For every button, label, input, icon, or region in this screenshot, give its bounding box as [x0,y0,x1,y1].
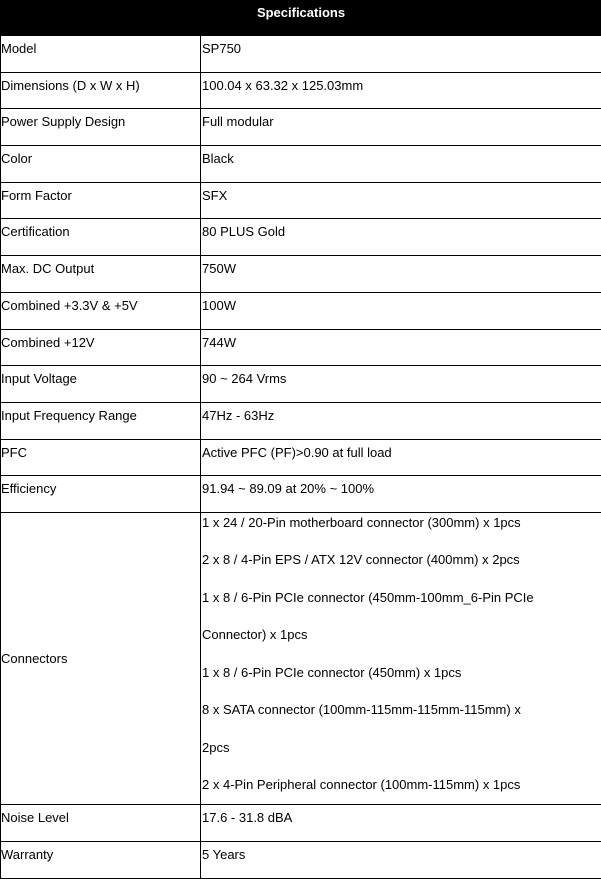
table-row [1,72,601,109]
connector-line: Connector) x 1pcs [202,627,308,643]
row-label: Input Voltage [1,366,201,403]
table-row [1,805,601,842]
row-value: 750W [201,256,601,293]
table-header: Specifications [1,1,601,36]
row-label: Form Factor [1,182,201,219]
row-label: Efficiency [1,476,201,513]
connector-line: 1 x 8 / 6-Pin PCIe connector (450mm-100mm_6-Pin PCIe [202,589,534,605]
connector-line: 2pcs [202,739,230,755]
table-row [1,182,601,219]
row-value: SFX [201,182,601,219]
row-value: 80 PLUS Gold [201,219,601,256]
row-label: Dimensions (D x W x H) [1,72,201,109]
table-header-row [1,1,601,36]
connector-line: 2 x 8 / 4-Pin EPS / ATX 12V connector (400mm) x 2pcs [202,552,520,568]
table-row [1,109,601,146]
table-row [1,146,601,183]
connector-line: 8 x SATA connector (100mm-115mm-115mm-115mm) x [202,702,521,718]
table-row [1,842,601,879]
table-row-connectors [1,512,601,805]
row-value: Black [201,146,601,183]
row-label: Max. DC Output [1,256,201,293]
row-label: Input Frequency Range [1,402,201,439]
row-label: Model [1,36,201,73]
row-label: Color [1,146,201,183]
table-row [1,402,601,439]
row-value: 47Hz - 63Hz [201,402,601,439]
row-label: PFC [1,439,201,476]
table-row [1,219,601,256]
table-row [1,476,601,513]
table-row [1,36,601,73]
row-label: Warranty [1,842,201,879]
row-value: Full modular [201,109,601,146]
connector-line: 2 x 4-Pin Peripheral connector (100mm-115mm) x 1pcs [202,777,521,793]
row-label: Noise Level [1,805,201,842]
table-body [1,36,601,879]
table-row [1,329,601,366]
row-value: 90 ~ 264 Vrms [201,366,601,403]
row-label: Combined +12V [1,329,201,366]
row-label: Certification [1,219,201,256]
connector-line: 1 x 8 / 6-Pin PCIe connector (450mm) x 1pcs [202,664,462,680]
table-row [1,439,601,476]
row-value: 17.6 - 31.8 dBA [201,805,601,842]
row-value: SP750 [201,36,601,73]
row-label: Connectors [1,512,201,805]
row-value: 5 Years [201,842,601,879]
connector-line: 1 x 24 / 20-Pin motherboard connector (300mm) x 1pcs [202,514,521,530]
table-row [1,292,601,329]
connectors-list [201,512,601,805]
row-value: 91.94 ~ 89.09 at 20% ~ 100% [201,476,601,513]
row-label: Power Supply Design [1,109,201,146]
row-value: Active PFC (PF)>0.90 at full load [201,439,601,476]
row-value: 744W [201,329,601,366]
table-row [1,256,601,293]
row-value: 100W [201,292,601,329]
row-label: Combined +3.3V & +5V [1,292,201,329]
table-row [1,366,601,403]
row-value: 100.04 x 63.32 x 125.03mm [201,72,601,109]
